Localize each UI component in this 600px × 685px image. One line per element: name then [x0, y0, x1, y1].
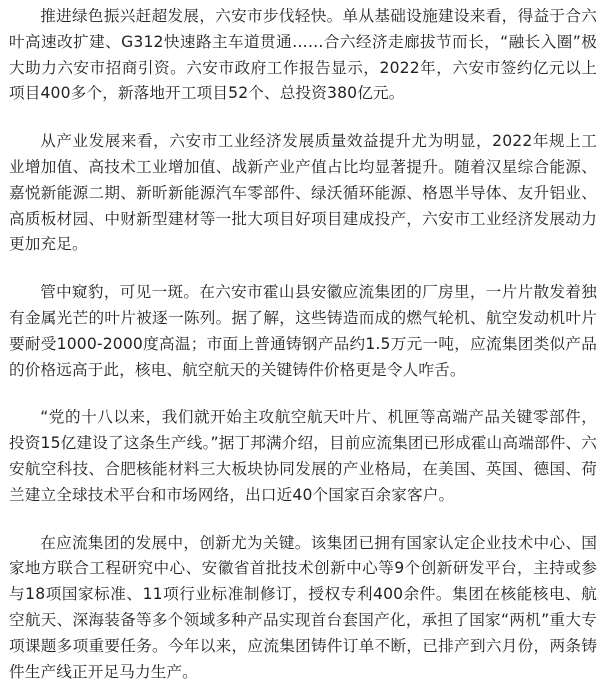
- paragraph-yingliu-factory: 管中窥豹，可见一斑。在六安市霍山县安徽应流集团的厂房里，一片片散发着独有金属光芒的叶片被逐一陈列。据了解，这些铸造而成的燃气轮机、航空发动机叶片要耐受1000-2000度高温；市面上普通铸钢产品约1.5万元一吨，应流集团类似产品的价格远高于此，核电、航空航天的关键铸件价格更是令人咋舌。: [9, 283, 597, 379]
- paragraph-infrastructure: 推进绿色振兴赶超发展，六安市步伐轻快。单从基础设施建设来看，得益于合六叶高速改扩建、G312快速路主车道贯通……合六经济走廊拔节而长，“融长入圈”极大助力六安市招商引资。六安市政府工作报告显示，2022年，六安市签约亿元以上项目400多个，新落地开工项目52个、总投资380亿元。: [9, 7, 597, 103]
- paragraph-innovation: 在应流集团的发展中，创新尤为关键。该集团已拥有国家认定企业技术中心、国家地方联合工程研究中心、安徽省首批技术创新中心等9个创新研发平台，主持或参与18项国家标准、11项行业标准制修订，授权专利400余件。集团在核能核电、航空航天、深海装备等多个领域多种产品实现首台套国产化，承担了国家“两机”重大专项课题多项重要任务。今年以来，应流集团铸件订单不断，已排产到六月份，两条铸件生产线正开足马力生产。: [9, 533, 597, 681]
- paragraph-quote-ding-bangman: “党的十八以来，我们就开始主攻航空航天叶片、机匣等高端产品关键零部件，投资15亿建设了这条生产线。”据丁邦满介绍，目前应流集团已形成霍山高端部件、六安航空科技、合肥核能材料三大板块协同发展的产业格局，在美国、英国、德国、荷兰建立全球技术平台和市场网络，出口近40个国家百余家客户。: [9, 408, 597, 504]
- paragraph-industry-development: 从产业发展来看，六安市工业经济发展质量效益提升尤为明显，2022年规上工业增加值、高技术工业增加值、战新产业产值占比均显著提升。随着汉星综合能源、嘉悦新能源二期、新昕新能源汽车零部件、绿沃循环能源、格恩半导体、友升铝业、高质板材园、中财新型建材等一批大项目好项目建成投产，六安市工业经济发展动力更加充足。: [9, 132, 597, 254]
